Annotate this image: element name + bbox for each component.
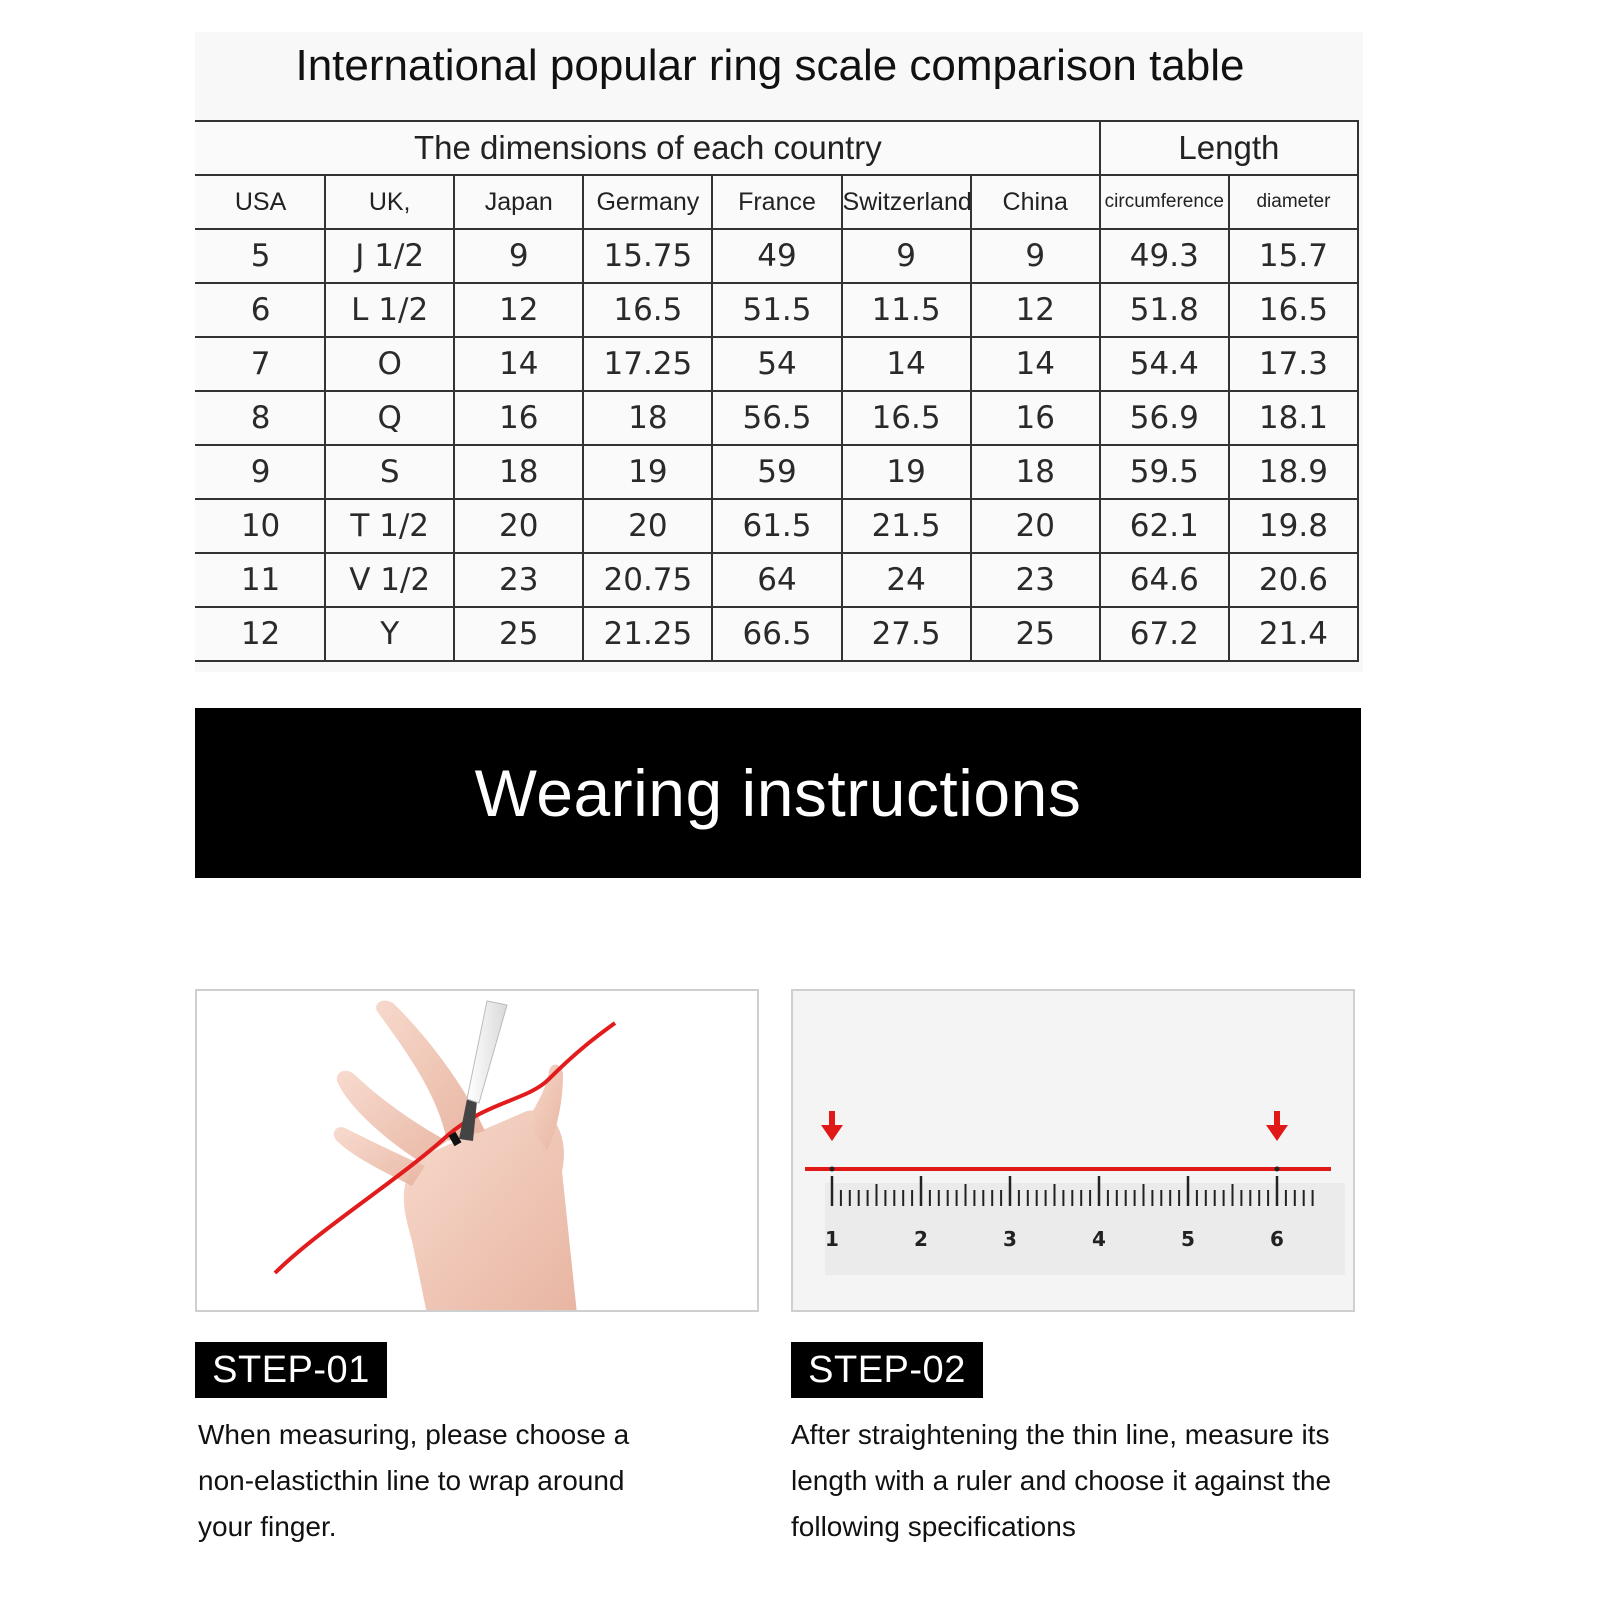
table-cell: T 1/2 (325, 499, 454, 553)
table-cell: 5 (196, 229, 325, 283)
table-cell: 16 (971, 391, 1100, 445)
table-cell: 67.2 (1100, 607, 1229, 661)
table-cell: 23 (454, 553, 583, 607)
table-cell: 20 (454, 499, 583, 553)
table-cell: 16.5 (583, 283, 712, 337)
column-header-switzerland: Switzerland (842, 175, 971, 229)
length-group-header: Length (1100, 121, 1358, 175)
table-cell: 20.75 (583, 553, 712, 607)
table-cell: 51.8 (1100, 283, 1229, 337)
table-group-header-row (196, 121, 1358, 175)
table-cell: 66.5 (712, 607, 841, 661)
table-cell: 9 (196, 445, 325, 499)
table-row (196, 391, 1358, 445)
table-cell: 14 (971, 337, 1100, 391)
table-cell: 17.3 (1229, 337, 1358, 391)
table-cell: 21.5 (842, 499, 971, 553)
table-cell: V 1/2 (325, 553, 454, 607)
table-cell: 16.5 (842, 391, 971, 445)
column-header-china: China (971, 175, 1100, 229)
arrow-down-icon (1266, 1111, 1288, 1141)
column-header-usa: USA (196, 175, 325, 229)
table-title: International popular ring scale comparison table (295, 41, 1245, 90)
table-cell: 49 (712, 229, 841, 283)
table-row (196, 499, 1358, 553)
table-cell: 51.5 (712, 283, 841, 337)
table-cell: 23 (971, 553, 1100, 607)
table-row (196, 229, 1358, 283)
table-cell: 19.8 (1229, 499, 1358, 553)
table-cell: 18 (454, 445, 583, 499)
table-cell: 49.3 (1100, 229, 1229, 283)
table-cell: 12 (454, 283, 583, 337)
step1-description: When measuring, please choose a non-elasticthin line to wrap around your finger. (198, 1419, 630, 1542)
table-cell: 64.6 (1100, 553, 1229, 607)
table-cell: O (325, 337, 454, 391)
table-cell: 9 (454, 229, 583, 283)
table-cell: 14 (842, 337, 971, 391)
table-cell: 56.9 (1100, 391, 1229, 445)
table-cell: 18 (583, 391, 712, 445)
table-cell: 19 (583, 445, 712, 499)
table-row (196, 607, 1358, 661)
table-cell: 21.25 (583, 607, 712, 661)
table-cell: 54 (712, 337, 841, 391)
table-cell: 25 (971, 607, 1100, 661)
ring-size-table-section (195, 32, 1363, 672)
table-cell: 20.6 (1229, 553, 1358, 607)
column-header-japan: Japan (454, 175, 583, 229)
table-body (196, 229, 1358, 661)
table-row (196, 553, 1358, 607)
thread-mark (830, 1167, 835, 1172)
table-cell: 59.5 (1100, 445, 1229, 499)
ruler-label: 3 (1003, 1227, 1017, 1251)
table-cell: 14 (454, 337, 583, 391)
arrow-down-icon (821, 1111, 843, 1141)
table-cell: 11.5 (842, 283, 971, 337)
countries-group-header: The dimensions of each country (196, 121, 1100, 175)
table-cell: 59 (712, 445, 841, 499)
table-cell: 64 (712, 553, 841, 607)
table-cell: 21.4 (1229, 607, 1358, 661)
table-cell: 24 (842, 553, 971, 607)
column-header-germany: Germany (583, 175, 712, 229)
table-cell: 16.5 (1229, 283, 1358, 337)
table-cell: 62.1 (1100, 499, 1229, 553)
table-cell: 6 (196, 283, 325, 337)
table-cell: J 1/2 (325, 229, 454, 283)
step1-illustration (195, 989, 759, 1312)
table-cell: 15.75 (583, 229, 712, 283)
table-cell: L 1/2 (325, 283, 454, 337)
table-cell: 18 (971, 445, 1100, 499)
ring-size-table (195, 120, 1359, 662)
hand-thread-illustration (197, 991, 759, 1312)
banner-title: Wearing instructions (474, 756, 1082, 830)
table-cell: 18.9 (1229, 445, 1358, 499)
table-cell: 17.25 (583, 337, 712, 391)
table-cell: 10 (196, 499, 325, 553)
table-cell: 16 (454, 391, 583, 445)
table-cell: 9 (842, 229, 971, 283)
table-cell: S (325, 445, 454, 499)
step2-badge: STEP-02 (791, 1342, 983, 1398)
table-cell: 27.5 (842, 607, 971, 661)
table-cell: 11 (196, 553, 325, 607)
pen-icon (459, 1001, 507, 1141)
ruler-label: 1 (825, 1227, 839, 1251)
step2-illustration (791, 989, 1355, 1312)
ruler-label: 2 (914, 1227, 928, 1251)
column-header-uk: UK, (325, 175, 454, 229)
table-cell: 19 (842, 445, 971, 499)
table-cell: 7 (196, 337, 325, 391)
table-cell: 20 (971, 499, 1100, 553)
table-column-header-row (196, 175, 1358, 229)
table-cell: Q (325, 391, 454, 445)
table-cell: 20 (583, 499, 712, 553)
table-cell: 12 (971, 283, 1100, 337)
table-cell: 8 (196, 391, 325, 445)
table-row (196, 337, 1358, 391)
table-row (196, 445, 1358, 499)
ruler-label: 5 (1181, 1227, 1195, 1251)
table-cell: 25 (454, 607, 583, 661)
column-header-diameter: diameter (1229, 175, 1358, 229)
ruler-illustration (793, 991, 1355, 1312)
step2-description: After straightening the thin line, measure its length with a ruler and choose it against the following specifications (791, 1419, 1332, 1542)
table-cell: 12 (196, 607, 325, 661)
ruler-label: 4 (1092, 1227, 1106, 1251)
column-header-france: France (712, 175, 841, 229)
column-header-circumference: circumference (1100, 175, 1229, 229)
thread-mark (1275, 1167, 1280, 1172)
table-cell: Y (325, 607, 454, 661)
table-row (196, 283, 1358, 337)
wearing-instructions-banner (195, 708, 1361, 878)
table-cell: 61.5 (712, 499, 841, 553)
step1-badge: STEP-01 (195, 1342, 387, 1398)
table-cell: 54.4 (1100, 337, 1229, 391)
table-cell: 9 (971, 229, 1100, 283)
ruler-label: 6 (1270, 1227, 1284, 1251)
table-cell: 56.5 (712, 391, 841, 445)
table-cell: 15.7 (1229, 229, 1358, 283)
table-cell: 18.1 (1229, 391, 1358, 445)
